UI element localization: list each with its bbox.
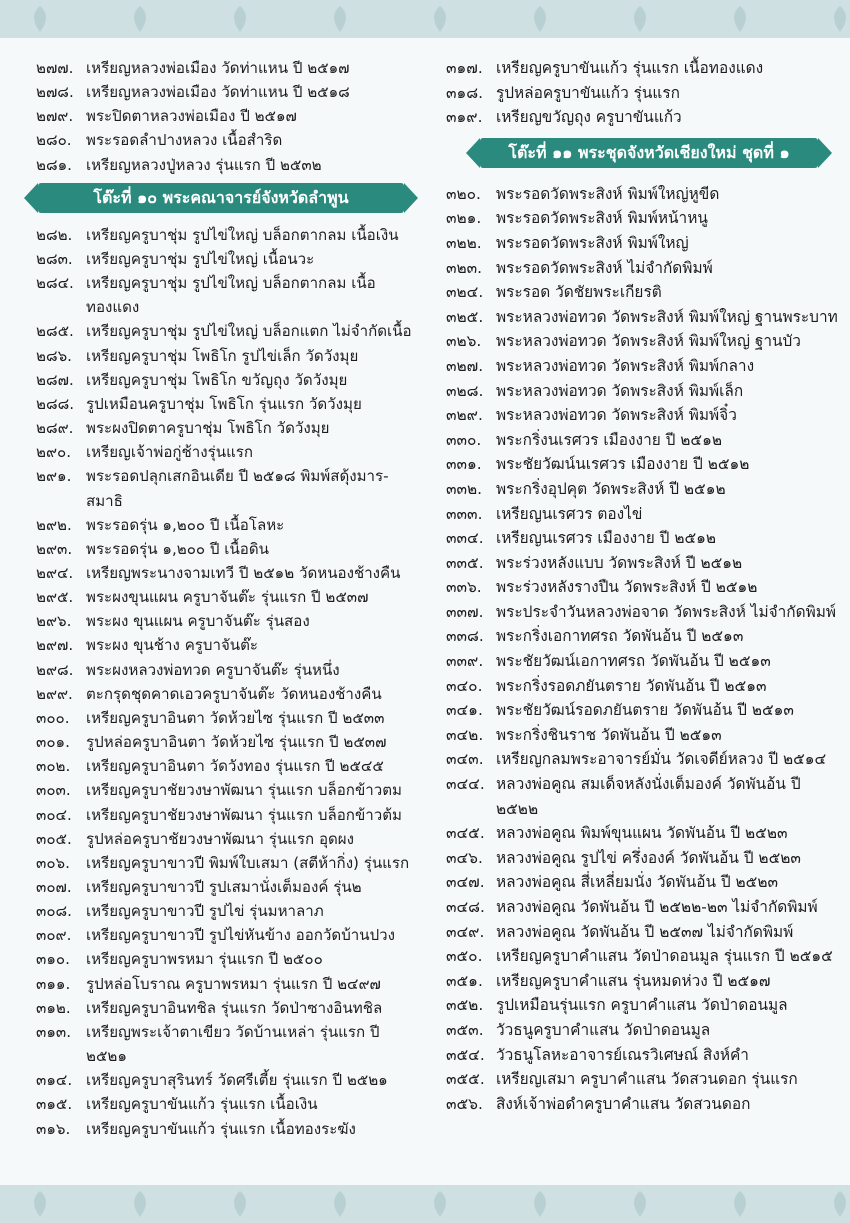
list-item (446, 624, 846, 649)
item-text: รูปหล่อครูบาชัยวงษาพัฒนา รุ่นแรก อุดผง (86, 829, 355, 848)
item-text: พระรอดรุ่น ๑,๒๐๐ ปี เนื้อโลหะ (86, 515, 285, 534)
list-item (36, 875, 416, 899)
item-number: ๓๐๗. (36, 878, 72, 896)
item-text: พระหลวงพ่อทวด วัดพระสิงห์ พิมพ์ใหญ่ ฐานบัว (496, 332, 801, 351)
list-item (36, 271, 416, 319)
item-number: ๒๘๒. (36, 225, 73, 244)
item-number: ๓๒๑. (446, 209, 482, 228)
item-text: เหรียญครูบาชุ่ม รูปไข่ใหญ่ บล็อกตากลม เนื้อทองแดง (86, 274, 376, 317)
list-item (36, 778, 416, 802)
item-text: พระรอดรุ่น ๑,๒๐๐ ปี เนื้อดิน (86, 539, 269, 558)
item-number: ๓๓๑. (446, 455, 482, 474)
item-number: ๓๐๘. (36, 902, 72, 921)
item-number: ๓๒๙. (446, 406, 483, 425)
item-text: รูปหล่อโบราณ ครูบาพรหมา รุ่นแรก ปี ๒๔๙๗ (86, 974, 381, 993)
list-item (36, 368, 416, 392)
item-number: ๒๘๑. (36, 155, 72, 174)
item-number: ๒๘๗. (36, 370, 74, 389)
item-text: พระผง ขุนช้าง ครูบาจันต๊ะ (86, 636, 259, 655)
item-text: พระชัยวัฒน์รอดภยันตราย วัดพันอ้น ปี ๒๕๑๓ (496, 701, 794, 720)
right-top-list (446, 56, 846, 130)
item-number: ๓๑๙. (446, 108, 483, 127)
list-item (36, 416, 416, 440)
item-number: ๒๙๗. (36, 636, 74, 655)
list-item (36, 609, 416, 633)
item-text: เหรียญครูบาอินตา วัดวังทอง รุ่นแรก ปี ๒๕๔๕ (86, 757, 384, 776)
list-item (446, 256, 846, 281)
list-item (36, 658, 416, 682)
item-number: ๒๙๑. (36, 467, 72, 486)
item-number: ๓๔๒. (446, 725, 484, 744)
item-text: เหรียญครูบาอินทชิล รุ่นแรก วัดป่าซางอินทชิล (86, 998, 383, 1017)
list-item (446, 452, 846, 477)
list-item (446, 723, 846, 748)
item-number: ๒๙๒. (36, 515, 72, 534)
item-number: ๓๕๑. (446, 971, 483, 990)
item-text: พระรอดวัดพระสิงห์ พิมพ์ใหญ่ (496, 233, 689, 252)
item-text: พระชัยวัฒน์เอกาทศรถ วัดพันอ้น ปี ๒๕๑๓ (496, 652, 771, 671)
list-item (446, 56, 846, 81)
list-item (446, 575, 846, 600)
item-number: ๓๐๕. (36, 829, 72, 848)
list-item (36, 104, 416, 128)
item-text: เหรียญครูบาชุ่ม รูปไข่ใหญ่ บล็อกตากลม เนื้อเงิน (86, 225, 399, 244)
section-banner-table-10: โต๊ะที่ ๑๐ พระคณาจารย์จังหวัดลำพูน (38, 183, 404, 213)
item-number: ๒๙๖. (36, 612, 72, 631)
item-number: ๓๐๔. (36, 805, 72, 824)
item-text: เหรียญครูบาคำแสน รุ่นหมดห่วง ปี ๒๕๑๗ (496, 971, 771, 990)
list-item (36, 344, 416, 368)
list-item (36, 247, 416, 271)
item-number: ๒๘๔. (36, 274, 74, 293)
item-text: เหรียญครูบาชุ่ม รูปไข่ใหญ่ เนื้อนวะ (86, 249, 315, 268)
list-item (36, 633, 416, 657)
item-number: ๓๓๘. (446, 627, 484, 646)
list-item (36, 440, 416, 464)
item-number: ๒๗๘. (36, 83, 74, 102)
item-text: เหรียญเสมา ครูบาคำแสน วัดสวนดอก รุ่นแรก (496, 1070, 798, 1089)
item-number: ๒๘๘. (36, 394, 75, 413)
item-number: ๓๕๖. (446, 1094, 483, 1113)
item-text: รูปหล่อครูบาอินตา วัดห้วยไซ รุ่นแรก ปี ๒๕๓๗ (86, 733, 387, 752)
list-item (36, 827, 416, 851)
list-item (446, 600, 846, 625)
item-number: ๓๑๗. (446, 59, 483, 77)
item-number: ๓๑๘. (446, 83, 484, 102)
list-item (36, 128, 416, 152)
item-number: ๓๐๑. (36, 733, 70, 752)
item-number: ๒๙๙. (36, 684, 73, 703)
item-text: เหรียญกลมพระอาจารย์มั่น วัดเจดีย์หลวง ปี ๒๕๑๔ (496, 750, 827, 769)
item-text: พระกริ่งชินราช วัดพันอ้น ปี ๒๕๑๓ (496, 725, 722, 744)
item-text: รูปหล่อครูบาขันแก้ว รุ่นแรก (496, 83, 680, 102)
item-text: เหรียญครูบาชุ่ม โพธิโก ขวัญถุง วัดวังมุย (86, 370, 348, 389)
item-number: ๓๔๖. (446, 848, 483, 867)
item-text: พระชัยวัฒน์นเรศวร เมืองงาย ปี ๒๕๑๒ (496, 455, 750, 474)
list-item (36, 730, 416, 754)
item-number: ๓๑๒. (36, 998, 71, 1017)
item-number: ๓๕๕. (446, 1070, 485, 1089)
item-number: ๓๑๖. (36, 1119, 71, 1138)
item-number: ๓๒๔. (446, 283, 484, 302)
item-text: พระหลวงพ่อทวด วัดพระสิงห์ พิมพ์ใหญ่ ฐานพระบาท (496, 307, 838, 326)
list-item (446, 477, 846, 502)
top-ornament-pattern (0, 0, 850, 38)
list-item (446, 747, 846, 772)
bottom-ornament-pattern (0, 1185, 850, 1223)
item-text: เหรียญเจ้าพ่อกู่ช้างรุ่นแรก (86, 443, 254, 462)
item-number: ๓๓๓. (446, 504, 483, 523)
list-item (446, 698, 846, 723)
item-number: ๓๐๒. (36, 757, 71, 776)
item-text: วัวธนูโลหะอาจารย์เณรวิเศษณ์ สิงห์คำ (496, 1045, 749, 1064)
list-item (36, 899, 416, 923)
item-number: ๒๘๙. (36, 419, 74, 438)
item-text: พระร่วงหลังแบบ วัดพระสิงห์ ปี ๒๕๑๒ (496, 553, 743, 572)
item-text: เหรียญพระเจ้าตาเขียว วัดบ้านเหล่า รุ่นแรก ปี ๒๕๒๑ (86, 1022, 380, 1066)
item-number: ๓๓๖. (446, 578, 482, 597)
list-item (36, 1117, 416, 1141)
item-number: ๒๙๕. (36, 588, 74, 607)
item-number: ๒๙๘. (36, 660, 74, 679)
item-text: เหรียญหลวงปู่หลวง รุ่นแรก ปี ๒๕๓๒ (86, 155, 322, 174)
item-number: ๓๔๘. (446, 898, 485, 916)
item-number: ๓๒๕. (446, 307, 484, 326)
section-banner-table-11: โต๊ะที่ ๑๑ พระชุดจังหวัดเชียงใหม่ ชุดที่ ๑ (480, 138, 818, 168)
item-text: เหรียญครูบาชุ่ม รูปไข่ใหญ่ บล็อกแตก ไม่จำกัดเนื้อ (86, 322, 412, 341)
item-number: ๓๓๕. (446, 553, 484, 572)
item-number: ๓๑๑. (36, 974, 71, 993)
list-item (446, 944, 846, 969)
catalog-page (0, 38, 850, 1185)
item-number: ๒๘๖. (36, 346, 72, 365)
list-item (446, 870, 846, 895)
item-number: ๓๔๑. (446, 701, 483, 720)
item-number: ๓๔๙. (446, 922, 485, 941)
item-text: เหรียญขวัญถุง ครูบาขันแก้ว (496, 108, 682, 127)
item-text: หลวงพ่อคูณ สมเด็จหลังนั่งเต็มองค์ วัดพันอ้น ปี ๒๕๒๒ (496, 775, 801, 818)
item-text: เหรียญครูบาสุรินทร์ วัดศรีเตี้ย รุ่นแรก ปี ๒๕๒๑ (86, 1071, 388, 1090)
list-item (36, 319, 416, 343)
list-item (36, 392, 416, 416)
list-item (446, 105, 846, 130)
item-text: พระรอดปลุกเสกอินเดีย ปี ๒๕๑๘ พิมพ์สดุ้งมาร-สมาธิ (86, 467, 389, 510)
list-item (36, 923, 416, 947)
left-bottom-list (36, 223, 416, 1141)
item-text: เหรียญครูบาขาวปี รูปเสมานั่งเต็มองค์ รุ่น๒ (86, 878, 362, 896)
item-number: ๓๒๒. (446, 233, 482, 252)
list-item (446, 231, 846, 256)
item-text: เหรียญครูบาชุ่ม โพธิโก รูปไข่เล็ก วัดวังมุย (86, 346, 359, 365)
item-number: ๓๔๗. (446, 873, 485, 892)
item-number: ๓๔๓. (446, 750, 484, 769)
item-text: พระกริ่งนเรศวร เมืองงาย ปี ๒๕๑๒ (496, 430, 722, 449)
list-item (36, 947, 416, 971)
item-text: พระปิดตาหลวงพ่อเมือง ปี ๒๕๑๗ (86, 107, 297, 126)
item-number: ๓๔๔. (446, 775, 485, 794)
item-number: ๓๑๓. (36, 1022, 72, 1041)
item-text: เหรียญครูบาขันแก้ว รุ่นแรก เนื้อเงิน (86, 1095, 318, 1114)
item-text: เหรียญหลวงพ่อเมือง วัดท่าแหน ปี ๒๕๑๘ (86, 83, 350, 102)
item-text: เหรียญครูบาชัยวงษาพัฒนา รุ่นแรก บล็อกข้าวต้ม (86, 805, 402, 824)
item-number: ๓๓๒. (446, 479, 483, 498)
item-number: ๓๓๐. (446, 430, 482, 449)
item-text: พระผงปิดตาครูบาชุ่ม โพธิโก วัดวังมุย (86, 419, 330, 438)
item-text: พระผงขุนแผน ครูบาจันต๊ะ รุ่นแรก ปี ๒๕๓๗ (86, 588, 369, 607)
list-item (446, 649, 846, 674)
item-text: พระหลวงพ่อทวด วัดพระสิงห์ พิมพ์จิ๋ว (496, 406, 737, 425)
item-number: ๓๑๔. (36, 1071, 73, 1090)
list-item (446, 329, 846, 354)
item-number: ๓๒๖. (446, 332, 482, 351)
item-text: พระรอดวัดพระสิงห์ ไม่จำกัดพิมพ์ (496, 258, 713, 277)
item-text: พระหลวงพ่อทวด วัดพระสิงห์ พิมพ์กลาง (496, 356, 755, 375)
item-number: ๒๗๙. (36, 107, 74, 126)
item-text: รูปเหมือนรุ่นแรก ครูบาคำแสน วัดป่าดอนมูล (496, 996, 788, 1015)
item-text: เหรียญนเรศวร ตองไข่ (496, 504, 643, 523)
item-text: เหรียญครูบาพรหมา รุ่นแรก ปี ๒๕๐๐ (86, 950, 323, 969)
item-text: วัวธนูครูบาคำแสน วัดป่าดอนมูล (496, 1020, 711, 1039)
list-item (446, 428, 846, 453)
list-item (446, 1092, 846, 1117)
item-number: ๓๑๐. (36, 950, 70, 969)
bottom-ornament-band (0, 1185, 850, 1223)
item-number: ๓๓๗. (446, 602, 484, 621)
list-item (36, 153, 416, 177)
item-text: เหรียญพระนางจามเทวี ปี ๒๕๑๒ วัดหนองช้างคืน (86, 563, 401, 582)
item-text: เหรียญครูบาชัยวงษาพัฒนา รุ่นแรก บล็อกข้าวตม (86, 781, 402, 800)
item-number: ๓๐๓. (36, 781, 71, 800)
item-text: หลวงพ่อคูณ พิมพ์ขุนแผน วัดพันอ้น ปี ๒๕๒๓ (496, 824, 788, 843)
item-number: ๓๓๔. (446, 529, 484, 548)
list-item (36, 996, 416, 1020)
item-text: พระรอดลำปางหลวง เนื้อสำริด (86, 131, 283, 150)
list-item (36, 972, 416, 996)
list-item (446, 920, 846, 945)
list-item (36, 561, 416, 585)
list-item (36, 1068, 416, 1092)
item-number: ๓๔๕. (446, 824, 485, 843)
item-text: พระรอดวัดพระสิงห์ พิมพ์หน้าหนู (496, 209, 708, 228)
item-text: เหรียญครูบาคำแสน วัดป่าดอนมูล รุ่นแรก ปี ๒๕๑๕ (496, 947, 833, 966)
item-text: พระรอดวัดพระสิงห์ พิมพ์ใหญ่หูขีด (496, 184, 720, 203)
item-text: พระกริ่งเอกาทศรถ วัดพันอ้น ปี ๒๕๑๓ (496, 627, 744, 646)
list-item (446, 403, 846, 428)
item-number: ๓๐๙. (36, 926, 72, 945)
item-text: เหรียญหลวงพ่อเมือง วัดท่าแหน ปี ๒๕๑๗ (86, 59, 350, 77)
list-item (36, 1020, 416, 1068)
item-text: เหรียญครูบาขันแก้ว รุ่นแรก เนื้อทองแดง (496, 59, 764, 77)
list-item (36, 537, 416, 561)
item-number: ๓๔๐. (446, 676, 483, 695)
list-item (446, 305, 846, 330)
item-number: ๓๐๐. (36, 708, 70, 727)
item-text: พระหลวงพ่อทวด วัดพระสิงห์ พิมพ์เล็ก (496, 381, 744, 400)
list-item (446, 895, 846, 920)
list-item (446, 1018, 846, 1043)
list-item (446, 821, 846, 846)
list-item (446, 846, 846, 871)
item-text: พระประจำวันหลวงพ่อจาด วัดพระสิงห์ ไม่จำกัดพิมพ์ (496, 602, 837, 621)
item-text: พระร่วงหลังรางปืน วัดพระสิงห์ ปี ๒๕๑๒ (496, 578, 758, 597)
item-text: พระกริ่งรอดภยันตราย วัดพันอ้น ปี ๒๕๑๓ (496, 676, 767, 695)
item-text: หลวงพ่อคูณ สี่เหลี่ยมนั่ง วัดพันอ้น ปี ๒๕๒๓ (496, 873, 778, 892)
item-number: ๓๕๓. (446, 1020, 484, 1039)
list-item (446, 182, 846, 207)
left-top-list (36, 56, 416, 177)
list-item (446, 280, 846, 305)
item-number: ๓๒๐. (446, 184, 481, 203)
list-item (446, 379, 846, 404)
item-text: หลวงพ่อคูณ วัดพันอ้น ปี ๒๕๒๒-๒๓ ไม่จำกัดพิมพ์ (496, 898, 818, 916)
item-number: ๓๓๙. (446, 652, 484, 671)
item-text: เหรียญนเรศวร เมืองงาย ปี ๒๕๑๒ (496, 529, 717, 548)
item-text: พระผงหลวงพ่อทวด ครูบาจันต๊ะ รุ่นหนึ่ง (86, 660, 340, 679)
item-text: เหรียญครูบาอินตา วัดห้วยไซ รุ่นแรก ปี ๒๕๓๓ (86, 708, 385, 727)
item-text: พระกริ่งอุปคุต วัดพระสิงห์ ปี ๒๕๑๒ (496, 479, 726, 498)
item-text: เหรียญครูบาขาวปี รูปไข่ รุ่นมหาลาภ (86, 902, 324, 921)
item-number: ๓๐๖. (36, 853, 70, 872)
item-number: ๒๘๐. (36, 131, 72, 150)
item-text: ตะกรุดชุดคาดเอวครูบาจันต๊ะ วัดหนองช้างคืน (86, 684, 382, 703)
list-item (36, 56, 416, 80)
item-text: หลวงพ่อคูณ วัดพันอ้น ปี ๒๕๓๗ ไม่จำกัดพิมพ์ (496, 922, 794, 941)
item-number: ๓๕๐. (446, 947, 483, 966)
list-item (36, 803, 416, 827)
item-number: ๓๒๗. (446, 356, 484, 375)
left-column (36, 56, 416, 1141)
list-item (446, 969, 846, 994)
list-item (446, 502, 846, 527)
list-item (446, 526, 846, 551)
item-text: รูปเหมือนครูบาชุ่ม โพธิโก รุ่นแรก วัดวังมุย (86, 394, 362, 413)
list-item (446, 674, 846, 699)
item-number: ๒๙๐. (36, 443, 72, 462)
item-text: เหรียญครูบาขาวปี พิมพ์ใบเสมา (สตีห้ากิ่ง) รุ่นแรก (86, 853, 410, 872)
right-column (446, 56, 846, 1116)
item-number: ๓๕๒. (446, 996, 484, 1015)
item-text: พระรอด วัดชัยพระเกียรติ (496, 283, 662, 302)
item-number: ๒๙๔. (36, 563, 74, 582)
item-text: พระผง ขุนแผน ครูบาจันต๊ะ รุ่นสอง (86, 612, 310, 631)
list-item (36, 851, 416, 875)
right-bottom-list (446, 182, 846, 1117)
list-item (36, 464, 416, 512)
item-number: ๓๒๘. (446, 381, 484, 400)
item-number: ๓๑๕. (36, 1095, 73, 1114)
item-number: ๒๘๓. (36, 249, 73, 268)
item-text: หลวงพ่อคูณ รูปไข่ ครึ่งองค์ วัดพันอ้น ปี ๒๕๒๓ (496, 848, 801, 867)
list-item (36, 706, 416, 730)
item-text: สิงห์เจ้าพ่อดำครูบาคำแสน วัดสวนดอก (496, 1094, 751, 1113)
item-number: ๒๘๕. (36, 322, 74, 341)
item-number: ๒๗๗. (36, 59, 74, 77)
list-item (446, 81, 846, 106)
list-item (36, 682, 416, 706)
item-number: ๓๒๓. (446, 258, 483, 277)
list-item (36, 513, 416, 537)
list-item (446, 206, 846, 231)
list-item (36, 1092, 416, 1116)
list-item (446, 354, 846, 379)
list-item (36, 754, 416, 778)
item-text: เหรียญครูบาขาวปี รูปไข่หันข้าง ออกวัดบ้านปวง (86, 926, 396, 945)
list-item (446, 1067, 846, 1092)
list-item (36, 80, 416, 104)
list-item (36, 223, 416, 247)
item-number: ๒๙๓. (36, 539, 73, 558)
list-item (446, 551, 846, 576)
list-item (446, 993, 846, 1018)
list-item (36, 585, 416, 609)
top-ornament-band (0, 0, 850, 38)
list-item (446, 1043, 846, 1068)
list-item (446, 772, 846, 821)
item-text: เหรียญครูบาขันแก้ว รุ่นแรก เนื้อทองระฆัง (86, 1119, 356, 1138)
item-number: ๓๕๔. (446, 1045, 485, 1064)
